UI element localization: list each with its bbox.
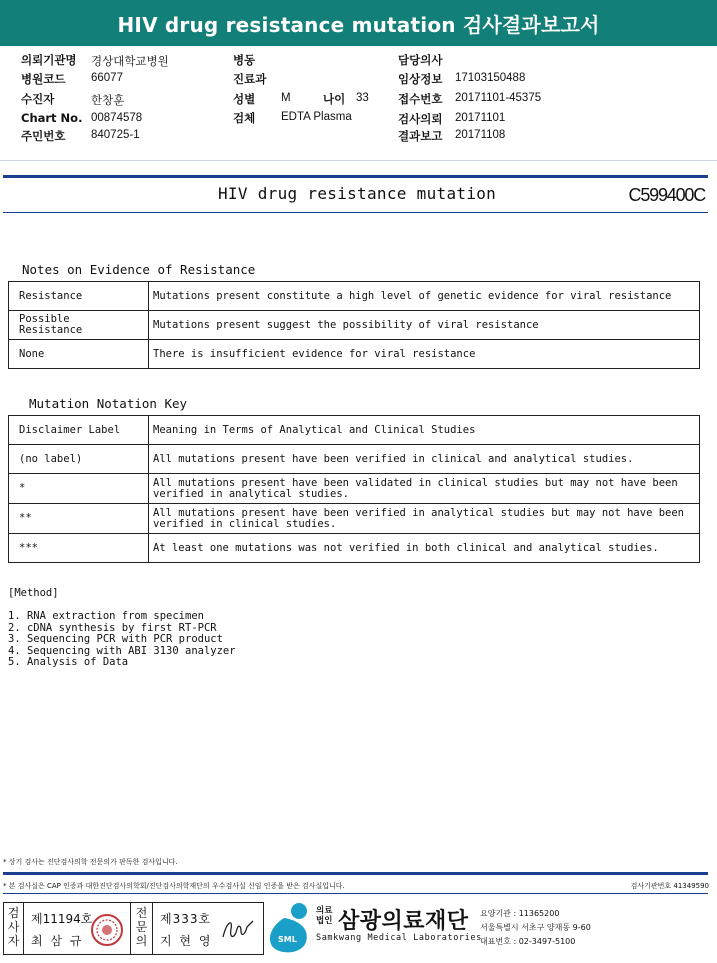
notation-table [8,415,700,563]
clinical-info-label: 임상정보 [398,72,443,86]
specialist-label-text: 전문의 [135,906,148,948]
notation-meaning: All mutations present have been verified in clinical and analytical studies. [149,445,700,474]
specialist-license: 제333호 [160,912,212,926]
report-date-value: 20171108 [455,129,506,141]
specimen-label: 검체 [233,111,256,125]
evidence-term: Possible Resistance [9,311,149,340]
sml-logo-text: SML [278,935,297,944]
method-steps [8,611,236,669]
examiner-label-text: 검사자 [7,906,20,948]
notation-meaning: Meaning in Terms of Analytical and Clinical Studies [149,416,700,445]
examiner-cell [24,903,131,954]
table-row [9,445,700,474]
evidence-meaning: Mutations present constitute a high level of genetic evidence for viral resistance [149,282,700,311]
corp-label [316,906,332,926]
report-title-bar [0,0,717,46]
foundation-english-name: Samkwang Medical Laboratories [316,933,482,943]
notation-meaning: At least one mutations was not verified in both clinical and analytical studies. [149,534,700,563]
report-date-label: 결과보고 [398,129,443,143]
examiner-label [4,903,24,954]
header-rule-bottom [3,212,708,213]
table-row [9,534,700,563]
age-value: 33 [356,92,369,104]
ward-label: 병동 [233,53,256,67]
footer-rule-top [3,872,708,875]
method-step: 5. Analysis of Data [8,656,129,668]
specialist-label [131,903,153,954]
table-row [9,416,700,445]
method-step: 4. Sequencing with ABI 3130 analyzer [8,644,236,657]
foundation-block [268,902,708,958]
sex-value: M [281,92,291,104]
method-title: [Method] [8,587,59,599]
specialist-cell [153,903,263,954]
header-rule-top [3,175,708,178]
method-step: 3. Sequencing PCR with PCR product [8,633,223,645]
request-date-value: 20171101 [455,112,506,124]
sml-logo-icon [268,902,314,956]
examiner-seal [90,913,124,947]
table-row [9,311,700,340]
notation-label: Disclaimer Label [9,416,149,445]
notation-section-title: Mutation Notation Key [29,396,188,411]
receipt-no-label: 접수번호 [398,92,443,106]
receipt-no-value: 20171101-45375 [455,92,542,104]
physician-label: 담당의사 [398,53,443,67]
hospital-code-value: 66077 [91,72,123,84]
specialist-name: 지 현 영 [160,934,213,948]
age-label: 나이 [323,92,346,106]
examiner-license: 제11194호 [31,912,93,926]
evidence-section-title: Notes on Evidence of Resistance [22,262,256,277]
notation-label: *** [9,534,149,563]
institution-label: 의뢰기관명 [21,53,77,67]
institution-registration-no: 검사기관번호 41349590 [630,882,709,890]
info-divider [0,160,717,161]
care-institution-no: 요양기관 : 11365200 [480,909,560,918]
table-row [9,340,700,369]
request-date-label: 검사의뢰 [398,112,443,126]
notation-meaning: All mutations present have been verified in analytical studies but may not have been verified in clinical studies. [149,504,700,534]
foundation-address: 서울특별시 서초구 양재동 9-60 [480,923,591,932]
evidence-term: Resistance [9,282,149,311]
footer-note-specialist: * 상기 검사는 진단검사의학 전문의가 판독한 검사입니다. [3,858,178,866]
specimen-value: EDTA Plasma [281,111,352,123]
chart-no-value: 00874578 [91,112,143,124]
evidence-table [8,281,700,369]
specialist-signature [219,915,257,945]
report-title: HIV drug resistance mutation [218,184,497,203]
corp-label-line2: 법인 [316,916,333,926]
notation-label: ** [9,504,149,534]
evidence-term: None [9,340,149,369]
table-row [9,282,700,311]
chart-no-label: Chart No. [21,111,83,125]
patient-info [0,52,717,160]
notation-label: (no label) [9,445,149,474]
footer-note-certification: * 본 검사실은 CAP 인증과 대한진단검사의학회/진단검사의학재단의 우수검사실 신임 인증을 받은 검사실입니다. [3,882,345,890]
document-title: HIV drug resistance mutation 검사결과보고서 [117,12,600,37]
clinical-info-value: 17103150488 [455,72,526,84]
table-row [9,474,700,504]
notation-label: * [9,474,149,504]
method-step: 1. RNA extraction from specimen [8,610,204,622]
corp-label-line1: 의료 [316,906,333,916]
foundation-phone: 대표번호 : 02-3497-5100 [480,937,576,946]
method-step: 2. cDNA synthesis by first RT-PCR [8,621,217,634]
patient-value: 한창훈 [91,95,125,107]
evidence-meaning: There is insufficient evidence for viral resistance [149,340,700,369]
evidence-meaning: Mutations present suggest the possibility of viral resistance [149,311,700,340]
table-row [9,504,700,534]
footer-rule-bottom [3,893,708,894]
signature-box [3,902,264,955]
resident-no-label: 주민번호 [21,129,66,143]
examiner-name: 최 삼 규 [31,934,84,948]
sex-label: 성별 [233,92,256,106]
patient-label: 수진자 [21,92,55,106]
resident-no-value: 840725-1 [91,129,140,141]
foundation-name: 삼광의료재단 [338,909,469,934]
report-code: C599400C [628,185,705,205]
hospital-code-label: 병원코드 [21,72,66,86]
department-label: 진료과 [233,72,267,86]
institution-value: 경상대학교병원 [91,56,169,68]
report-header [0,184,717,206]
notation-meaning: All mutations present have been validated in clinical studies but may not have been verified in analytical studies. [149,474,700,504]
